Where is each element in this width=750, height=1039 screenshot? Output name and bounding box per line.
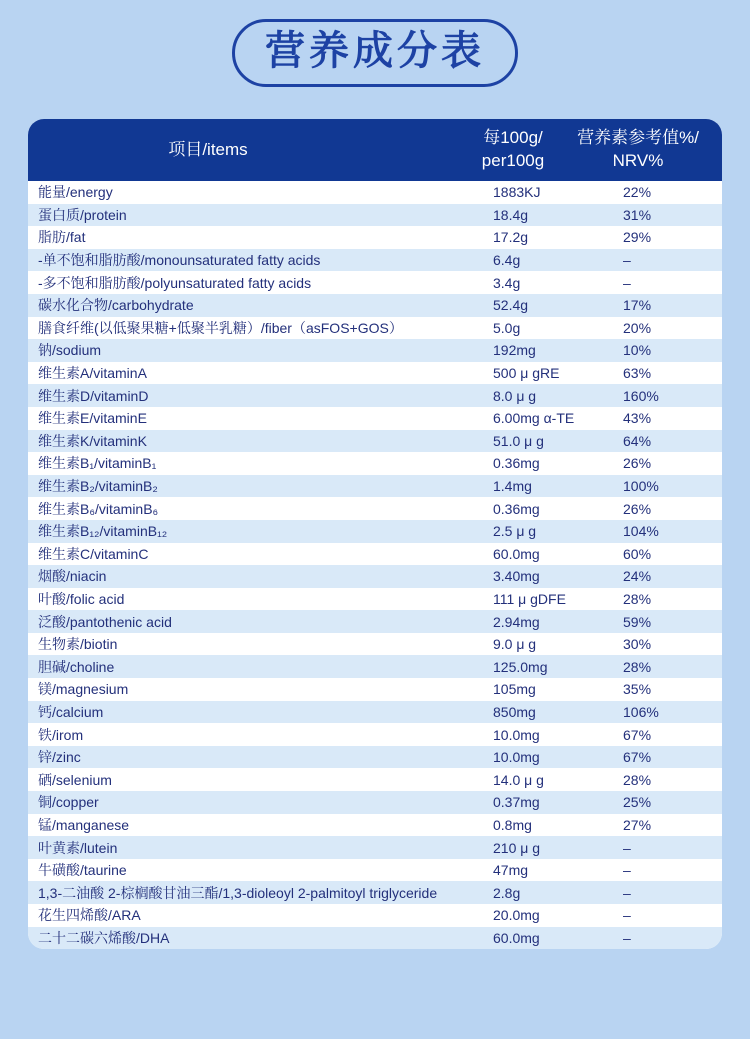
table-body: [28, 181, 722, 949]
nutrient-name: 膳食纤维(以低聚果糖+低聚半乳糖）/fiber（asFOS+GOS）: [38, 319, 403, 336]
table-row: [28, 226, 722, 249]
nutrient-name: -多不饱和脂肪酸/polyunsaturated fatty acids: [38, 274, 312, 291]
nutrient-nrv-value: –: [623, 252, 631, 269]
table-row: [28, 384, 722, 407]
nutrient-amount: 20.0mg: [493, 907, 540, 924]
nutrient-amount: 52.4g: [493, 297, 529, 314]
nutrient-amount: 60.0mg: [493, 545, 540, 562]
nutrient-nrv-value: 60%: [623, 545, 652, 562]
nutrient-nrv-value: 63%: [623, 365, 652, 382]
nutrient-nrv-value: 29%: [623, 229, 652, 246]
nutrient-name: 能量/energy: [38, 184, 113, 201]
nutrient-nrv-value: 160%: [623, 387, 659, 404]
table-row: [28, 633, 722, 656]
table-row: [28, 497, 722, 520]
nutrient-nrv-value: 24%: [623, 568, 652, 585]
nutrient-name: -单不饱和脂肪酸/monounsaturated fatty acids: [38, 252, 321, 269]
nutrient-name: 生物素/biotin: [38, 636, 118, 653]
nutrient-name: 铁/irom: [38, 726, 84, 743]
nutrient-name: 1,3-二油酸 2-棕榈酸甘油三酯/1,3-dioleoyl 2-palmitoyl triglyceride: [38, 884, 438, 901]
nutrient-name: 维生素B₂/vitaminB₂: [38, 478, 158, 495]
nutrient-name: 硒/selenium: [38, 771, 112, 788]
nutrient-name: 镁/magnesium: [38, 681, 129, 698]
table-row: [28, 655, 722, 678]
nutrient-name: 蛋白质/protein: [38, 206, 127, 223]
nutrient-nrv-value: 26%: [623, 500, 652, 517]
page-title: [232, 19, 518, 87]
nutrient-name: 维生素E/vitaminE: [38, 410, 147, 427]
nutrient-amount: 6.4g: [493, 252, 521, 269]
table-row: [28, 452, 722, 475]
nutrient-name: 锰/manganese: [38, 816, 130, 833]
nutrient-amount: 192mg: [493, 342, 536, 359]
table-row: [28, 791, 722, 814]
nutrient-name: 叶黄素/lutein: [38, 839, 118, 856]
nutrient-nrv-value: 27%: [623, 816, 652, 833]
page-title-text: 营养成分表: [265, 29, 485, 73]
table-row: [28, 904, 722, 927]
table-row: [28, 317, 722, 340]
nutrient-nrv-value: 28%: [623, 771, 652, 788]
table-row: [28, 204, 722, 227]
nutrient-name: 叶酸/folic acid: [38, 590, 125, 607]
nutrient-amount: 9.0 μ g: [493, 636, 537, 653]
nutrient-amount: 14.0 μ g: [493, 771, 544, 788]
table-header-row: [28, 119, 722, 181]
nutrient-name: 胆碱/choline: [38, 658, 115, 675]
nutrient-nrv-value: 67%: [623, 726, 652, 743]
nutrient-amount: 18.4g: [493, 206, 529, 223]
table-row: [28, 407, 722, 430]
table-row: [28, 430, 722, 453]
nutrient-name: 维生素B₁₂/vitaminB₁₂: [38, 523, 168, 540]
nutrient-amount: 125.0mg: [493, 658, 548, 675]
nutrient-amount: 0.8mg: [493, 816, 532, 833]
table-row: [28, 859, 722, 882]
nutrient-nrv-value: 30%: [623, 636, 652, 653]
nutrient-nrv-value: –: [623, 862, 631, 879]
nutrient-amount: 0.36mg: [493, 500, 540, 517]
nutrient-nrv-value: –: [623, 839, 631, 856]
nutrient-amount: 6.00mg α-TE: [493, 410, 575, 427]
nutrient-amount: 47mg: [493, 862, 529, 879]
nutrient-name: 维生素K/vitaminK: [38, 432, 147, 449]
header-per100g-line2: per100g: [481, 151, 545, 170]
table-row: [28, 588, 722, 611]
nutrient-name: 花生四烯酸/ARA: [38, 907, 141, 924]
nutrient-name: 碳水化合物/carbohydrate: [38, 297, 194, 314]
nutrient-name: 二十二碳六烯酸/DHA: [38, 929, 170, 946]
nutrient-amount: 210 μ g: [493, 839, 540, 856]
table-row: [28, 181, 722, 204]
nutrient-amount: 3.40mg: [493, 568, 540, 585]
nutrient-nrv-value: 10%: [623, 342, 652, 359]
nutrient-amount: 51.0 μ g: [493, 432, 544, 449]
nutrient-nrv-value: 59%: [623, 613, 652, 630]
nutrient-nrv-value: 28%: [623, 590, 652, 607]
nutrient-amount: 2.94mg: [493, 613, 540, 630]
nutrient-amount: 500 μ gRE: [493, 365, 560, 382]
nutrient-nrv-value: –: [623, 274, 631, 291]
nutrient-name: 泛酸/pantothenic acid: [38, 613, 172, 630]
nutrient-name: 维生素B₆/vitaminB₆: [38, 500, 159, 517]
table-row: [28, 339, 722, 362]
header-nrv-line2: NRV%: [612, 151, 664, 170]
header-items-column: 项目/items: [168, 139, 248, 159]
table-row: [28, 881, 722, 904]
table-row: [28, 836, 722, 859]
nutrient-nrv-value: 25%: [623, 794, 652, 811]
nutrient-amount: 60.0mg: [493, 929, 540, 946]
nutrient-amount: 8.0 μ g: [493, 387, 537, 404]
nutrient-name: 维生素C/vitaminC: [38, 545, 149, 562]
nutrient-nrv-value: 26%: [623, 455, 652, 472]
nutrient-nrv-value: 17%: [623, 297, 652, 314]
nutrient-amount: 2.8g: [493, 884, 521, 901]
nutrient-name: 维生素B₁/vitaminB₁: [38, 455, 157, 472]
nutrient-amount: 5.0g: [493, 319, 521, 336]
nutrient-nrv-value: –: [623, 907, 631, 924]
header-per100g-line1: 每100g/: [483, 128, 543, 148]
nutrient-nrv-value: 106%: [623, 703, 659, 720]
nutrient-amount: 111 μ gDFE: [493, 590, 566, 607]
table-row: [28, 475, 722, 498]
header-nrv-line1: 营养素参考值%/: [577, 128, 699, 148]
nutrient-amount: 3.4g: [493, 274, 521, 291]
nutrient-amount: 1.4mg: [493, 478, 532, 495]
nutrient-nrv-value: 28%: [623, 658, 652, 675]
nutrition-table-card: [28, 119, 722, 949]
table-row: [28, 543, 722, 566]
nutrient-nrv-value: 22%: [623, 184, 652, 201]
table-row: [28, 927, 722, 950]
table-row: [28, 814, 722, 837]
table-row: [28, 746, 722, 769]
table-row: [28, 768, 722, 791]
table-row: [28, 249, 722, 272]
nutrient-nrv-value: 64%: [623, 432, 652, 449]
nutrient-amount: 2.5 μ g: [493, 523, 537, 540]
table-row: [28, 271, 722, 294]
nutrient-name: 维生素A/vitaminA: [38, 365, 147, 382]
nutrient-amount: 850mg: [493, 703, 536, 720]
table-row: [28, 610, 722, 633]
nutrient-nrv-value: 20%: [623, 319, 652, 336]
nutrient-name: 烟酸/niacin: [38, 568, 107, 585]
table-row: [28, 294, 722, 317]
nutrient-name: 脂肪/fat: [38, 229, 86, 246]
nutrient-name: 牛磺酸/taurine: [38, 862, 127, 879]
nutrient-amount: 1883KJ: [493, 184, 541, 201]
nutrient-nrv-value: 35%: [623, 681, 652, 698]
table-row: [28, 723, 722, 746]
nutrient-nrv-value: 31%: [623, 206, 652, 223]
nutrient-nrv-value: 100%: [623, 478, 659, 495]
nutrient-nrv-value: –: [623, 884, 631, 901]
nutrient-amount: 0.36mg: [493, 455, 540, 472]
nutrient-nrv-value: 104%: [623, 523, 659, 540]
nutrient-name: 钙/calcium: [38, 703, 104, 720]
nutrient-amount: 105mg: [493, 681, 536, 698]
nutrient-name: 钠/sodium: [38, 342, 102, 359]
nutrient-name: 铜/copper: [38, 794, 99, 811]
nutrient-name: 维生素D/vitaminD: [38, 387, 149, 404]
nutrient-amount: 10.0mg: [493, 749, 540, 766]
table-row: [28, 565, 722, 588]
table-row: [28, 678, 722, 701]
table-row: [28, 520, 722, 543]
header-nrv-column: [558, 119, 718, 181]
nutrient-amount: 10.0mg: [493, 726, 540, 743]
nutrient-amount: 0.37mg: [493, 794, 540, 811]
table-row: [28, 701, 722, 724]
nutrient-nrv-value: –: [623, 929, 631, 946]
nutrient-nrv-value: 43%: [623, 410, 652, 427]
nutrient-name: 锌/zinc: [38, 749, 81, 766]
table-row: [28, 362, 722, 385]
nutrient-nrv-value: 67%: [623, 749, 652, 766]
nutrient-amount: 17.2g: [493, 229, 529, 246]
